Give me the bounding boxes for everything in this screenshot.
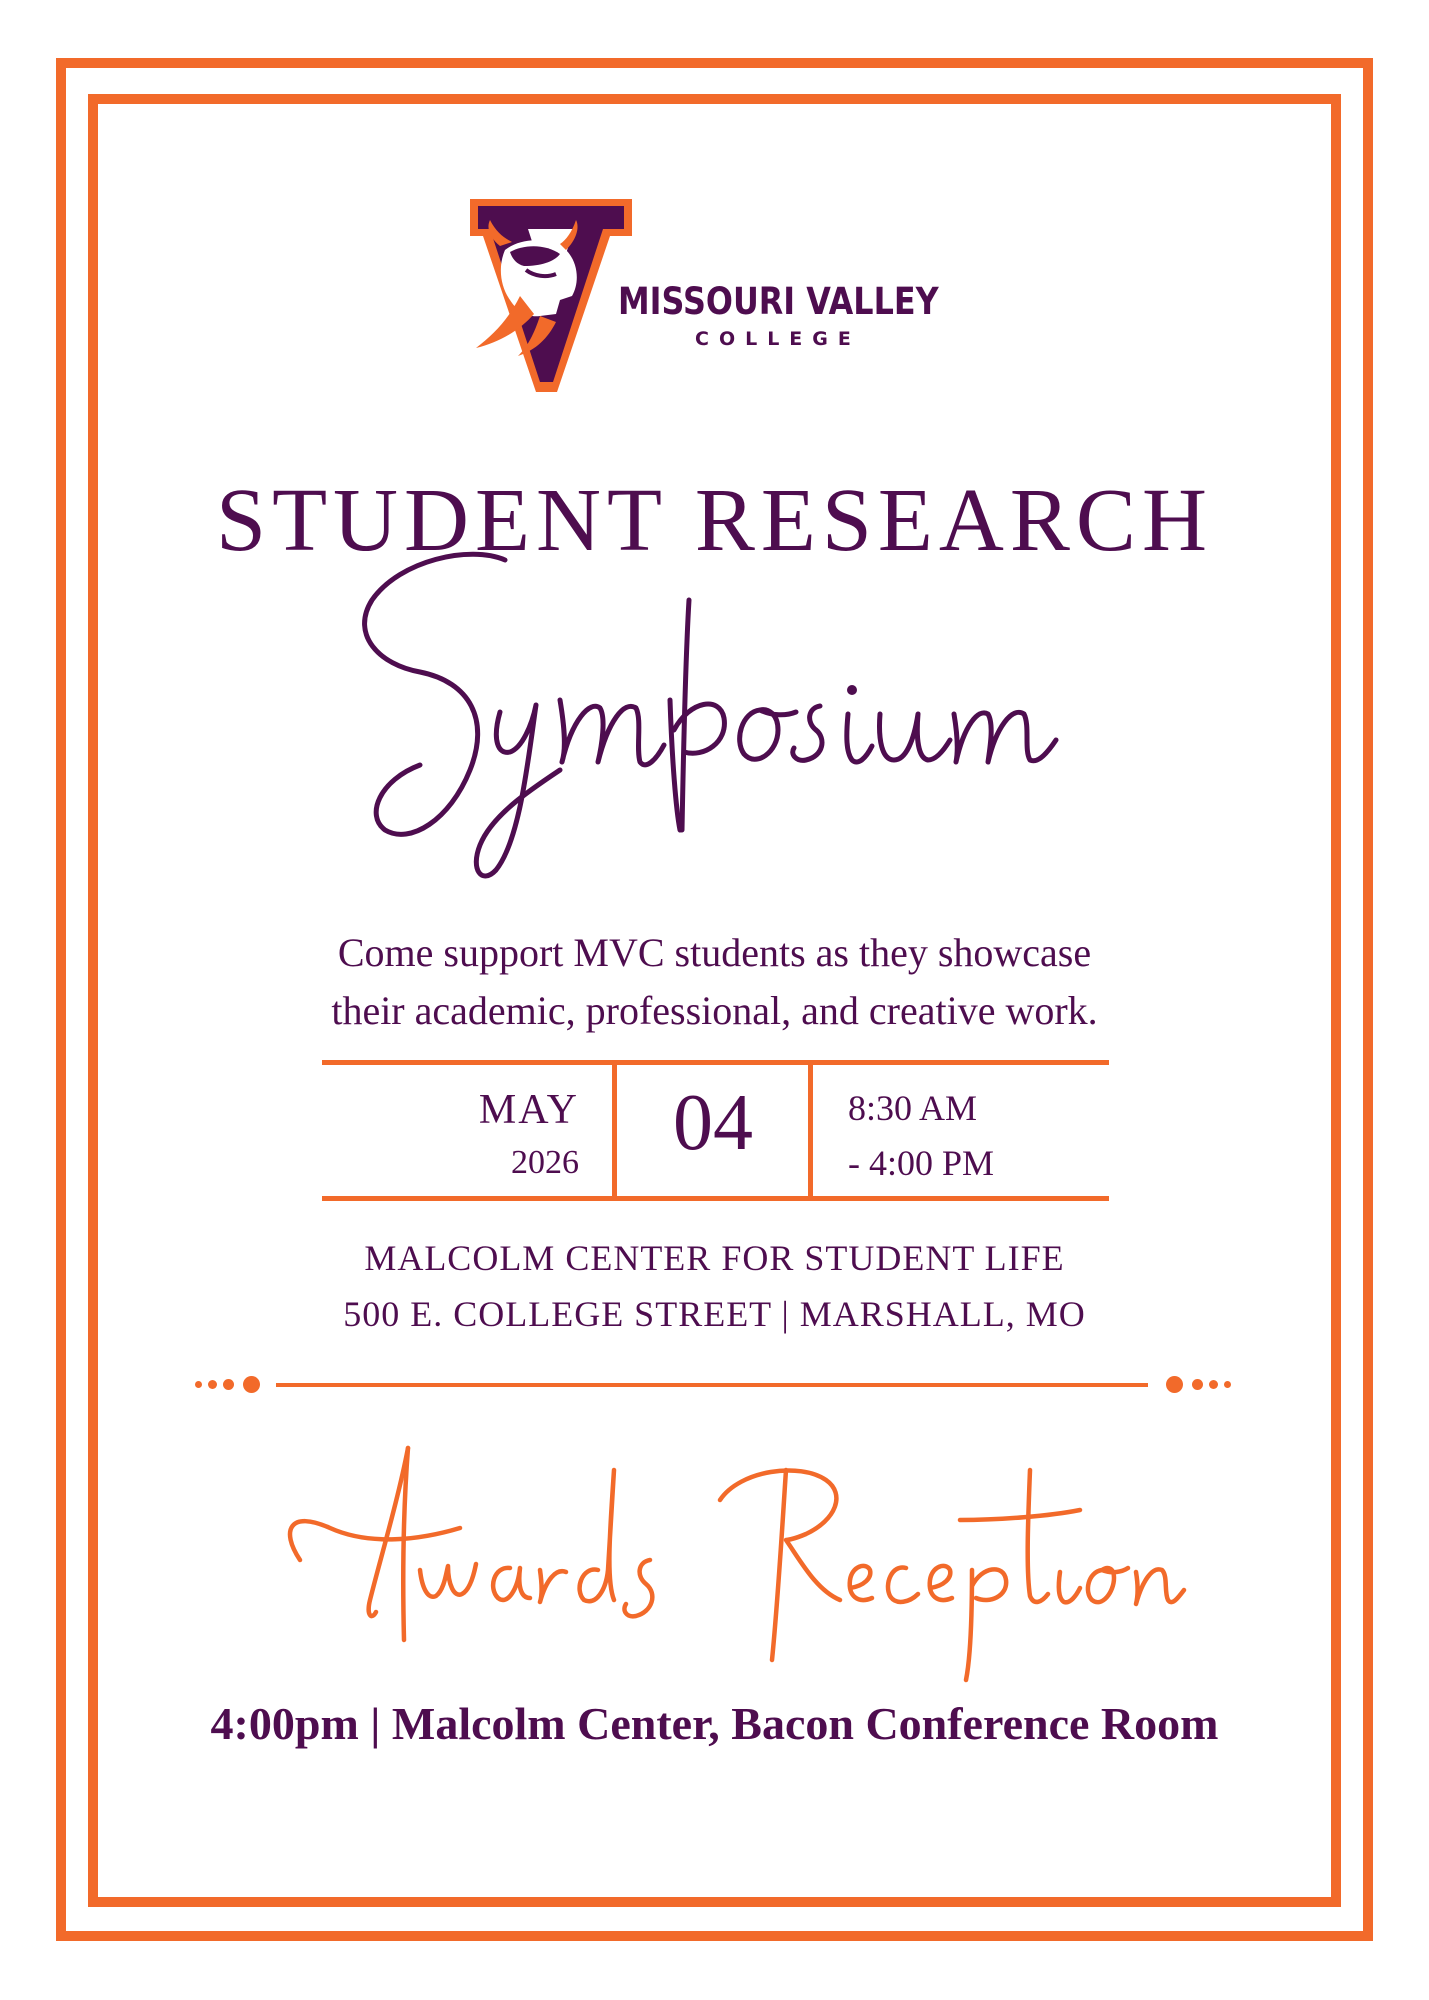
intro-line-2: their academic, professional, and creative work.: [331, 988, 1098, 1033]
event-end-time: - 4:00 PM: [848, 1143, 995, 1183]
page-title: STUDENT RESEARCH: [216, 471, 1213, 570]
reception-details: 4:00pm | Malcolm Center, Bacon Conference Room: [210, 1698, 1219, 1749]
event-start-time: 8:30 AM: [848, 1088, 978, 1128]
venue-street: 500 E. COLLEGE STREET | MARSHALL, MO: [343, 1294, 1086, 1334]
logo-college-name: MISSOURI VALLEY: [618, 280, 939, 323]
event-day: 04: [673, 1079, 753, 1167]
venue-name: MALCOLM CENTER FOR STUDENT LIFE: [364, 1238, 1065, 1278]
event-year: 2026: [511, 1144, 579, 1181]
logo-college-subtitle: COLLEGE: [695, 328, 861, 350]
intro-line-1: Come support MVC students as they showcase: [337, 930, 1092, 975]
event-month: MAY: [478, 1087, 579, 1133]
